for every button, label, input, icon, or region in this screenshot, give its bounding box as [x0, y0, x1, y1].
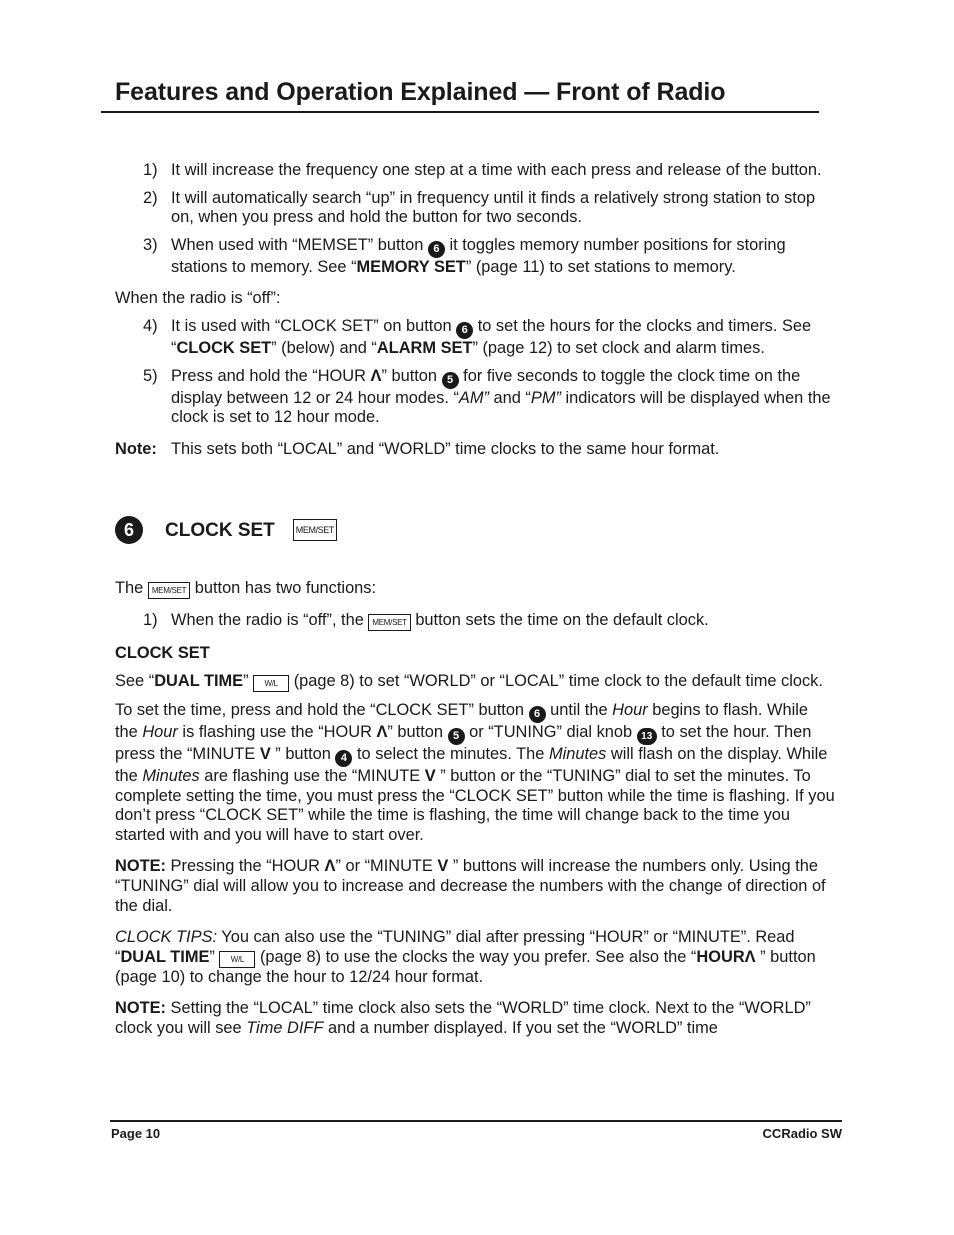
- list-item: [143, 367, 835, 428]
- list-text: When used with “MEMSET” button 6 it toggles memory number positions for storing stations to memory. See “MEMORY SET” (page 11) to set stations to memory.: [171, 235, 786, 276]
- list-text: It is used with “CLOCK SET” on button 6 to set the hours for the clocks and timers. See “CLOCK SET” (below) and “ALARM SET” (page 12) to set clock and alarm times.: [171, 316, 812, 357]
- note-text: This sets both “LOCAL” and “WORLD” time clocks to the same hour format.: [171, 439, 720, 458]
- wl-key-icon: W/L: [219, 951, 255, 968]
- list-number: 4): [143, 316, 158, 335]
- button-number-badge: 5: [442, 372, 459, 389]
- page-content: [115, 161, 835, 1038]
- radio-off-text: When the radio is “off”:: [115, 289, 281, 308]
- clock-set-subheading: CLOCK SET: [115, 644, 210, 663]
- list-number: 3): [143, 235, 158, 254]
- footer-rule: [110, 1120, 842, 1122]
- up-caret-icon: Λ: [370, 366, 382, 385]
- button-number-badge: 6: [456, 322, 473, 339]
- section-heading: [115, 515, 835, 545]
- list-item: [143, 611, 835, 631]
- section-title: CLOCK SET: [165, 519, 275, 541]
- list-text: When the radio is “off”, the MEM/SET button sets the time on the default clock.: [171, 611, 709, 630]
- list-number: 1): [143, 161, 158, 179]
- down-caret-icon: V: [437, 857, 449, 876]
- button-number-badge: 5: [448, 728, 465, 745]
- list-text: It will automatically search “up” in frequency until it finds a relatively strong station to stop on, when you press and hold the button for two seconds.: [171, 188, 816, 227]
- list-number: 1): [143, 611, 158, 630]
- list-number: 2): [143, 188, 158, 207]
- page-number: Page 10: [111, 1126, 161, 1141]
- memset-key-icon: MEM/SET: [368, 614, 410, 631]
- note: [115, 440, 835, 460]
- wl-key-icon: W/L: [253, 675, 289, 692]
- dual-time-text: See “DUAL TIME” W/L (page 8) to set “WORLD” or “LOCAL” time clock to the default time clock.: [115, 671, 823, 690]
- down-caret-icon: V: [424, 766, 436, 785]
- section-number-badge: 6: [115, 516, 143, 544]
- list-text: It will increase the frequency one step at a time with each press and release of the button.: [171, 161, 822, 179]
- clock-tips: CLOCK TIPS: You can also use the “TUNING” dial after pressing “HOUR” or “MINUTE”. Read “DUAL TIME” W/L (page 8) to use the clocks the way you prefer. See also the “HOURΛ ” button (page 10) to change the hour to 12/24 hour format.: [115, 928, 816, 986]
- set-time-instructions: To set the time, press and hold the “CLOCK SET” button 6 until the Hour begins to flash. While the Hour is flashing use the “HOUR Λ” button 5 or “TUNING” dial knob 13 to set the hour. Then press the “MINUTE V ” button 4 to select the minutes. The Minutes will flash on the display. While the Minutes are flashing use the “MINUTE V ” button or the “TUNING” dial to set the minutes. To complete setting the time, you must press the “CLOCK SET” button while the time is flashing. If you don’t press “CLOCK SET” while the time is flashing, the time will change back to the time you started with and you will have to start over.: [115, 700, 835, 844]
- note-local-world: NOTE: Setting the “LOCAL” time clock also sets the “WORLD” time clock. Next to the “WORLD” clock you will see Time DIFF and a number displayed. If you set the “WORLD” time: [115, 999, 811, 1037]
- list-number: 5): [143, 366, 158, 385]
- list-item: [143, 189, 835, 228]
- up-caret-icon: Λ: [376, 722, 388, 741]
- memset-key-icon: MEM/SET: [293, 519, 337, 541]
- list-item: [143, 161, 835, 181]
- list-item: [143, 236, 835, 278]
- section-intro: The MEM/SET button has two functions:: [115, 579, 377, 598]
- button-number-badge: 6: [428, 241, 445, 258]
- memset-key-icon: MEM/SET: [148, 582, 190, 599]
- note-label: Note:: [115, 439, 157, 458]
- button-number-badge: 4: [335, 750, 352, 767]
- product-name: CCRadio SW: [762, 1126, 842, 1141]
- list-text: Press and hold the “HOUR Λ” button 5 for five seconds to toggle the clock time on the display between 12 or 24 hour modes. “AM” and “PM” indicators will be displayed when the clock is set to 12 hour mode.: [171, 366, 831, 427]
- note-pressing: NOTE: Pressing the “HOUR Λ” or “MINUTE V ” buttons will increase the numbers only. Using the “TUNING” dial will allow you to increase and decrease the numbers with the change of direction of the dial.: [115, 857, 826, 915]
- button-number-badge: 13: [637, 728, 657, 745]
- header-rule: [101, 111, 819, 113]
- down-caret-icon: V: [259, 744, 271, 763]
- page-title: Features and Operation Explained — Front of Radio: [115, 78, 726, 106]
- list-item: [143, 317, 835, 359]
- button-number-badge: 6: [529, 706, 546, 723]
- up-caret-icon: Λ: [744, 947, 756, 966]
- up-caret-icon: Λ: [324, 857, 336, 876]
